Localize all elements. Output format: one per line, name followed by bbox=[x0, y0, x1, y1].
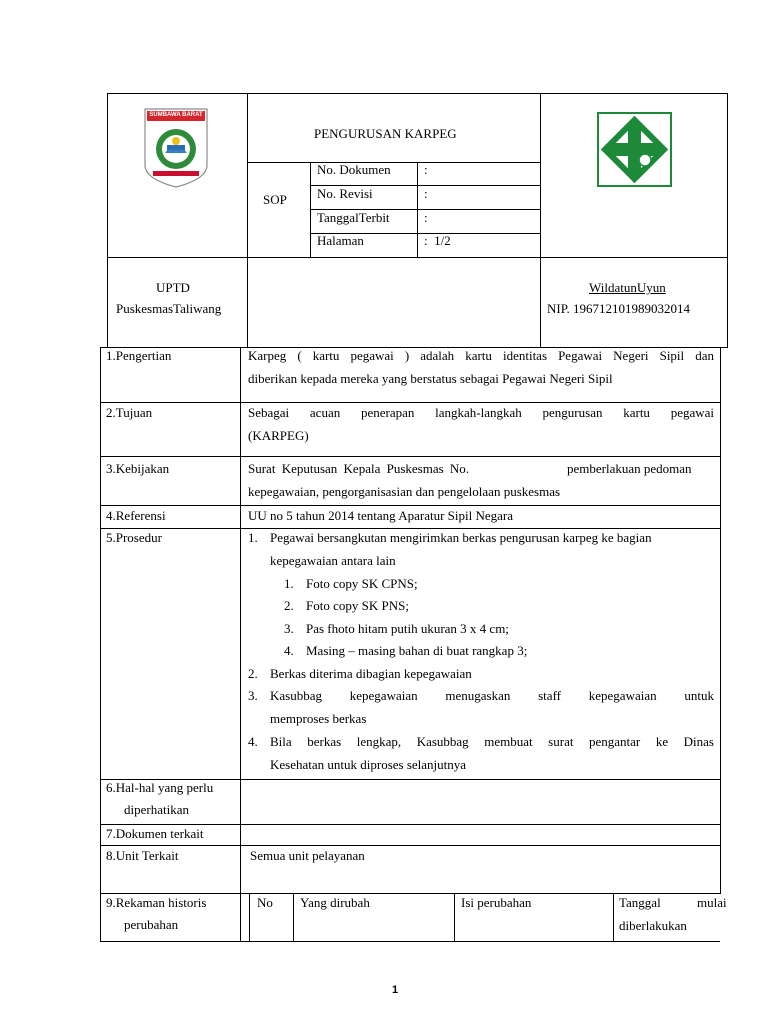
unit-line1: UPTD bbox=[156, 280, 190, 295]
signer-nip: NIP. 196712101989032014 bbox=[547, 301, 691, 316]
text-line: diberikan kepada mereka yang berstatus sebagai Pegawai Negeri Sipil bbox=[248, 371, 613, 386]
sub-step-number: 2. bbox=[284, 598, 294, 613]
section-label: 7.Dokumen terkait bbox=[106, 826, 204, 841]
puskesmas-logo bbox=[597, 112, 672, 187]
kebijakan-text-b: pemberlakuan pedoman bbox=[567, 461, 692, 476]
step-text: Berkas diterima dibagian kepegawaian bbox=[270, 666, 472, 681]
section-label: 9.Rekaman historis bbox=[106, 895, 207, 910]
step-text: Pegawai bersangkutan mengirimkan berkas pengurusan karpeg ke bagian bbox=[270, 530, 652, 545]
logo-caption: SUMBAWA BARAT bbox=[149, 112, 203, 118]
section-label: 8.Unit Terkait bbox=[106, 848, 179, 863]
kebijakan-text-c: kepegawaian, pengorganisasian dan pengelolaan puskesmas bbox=[248, 484, 561, 499]
history-col-header: Isi perubahan bbox=[461, 895, 532, 910]
history-col-header: diberlakukan bbox=[619, 918, 687, 933]
unit-line2: PuskesmasTaliwang bbox=[116, 301, 222, 316]
doc-row-value: : bbox=[424, 162, 428, 177]
doc-row-value: : bbox=[424, 210, 428, 225]
step4-text bbox=[270, 730, 714, 776]
history-col-header: No bbox=[257, 895, 273, 910]
tujuan-text bbox=[248, 401, 714, 447]
referensi-text: UU no 5 tahun 2014 tentang Aparatur Sipil Negara bbox=[248, 508, 513, 523]
text-line: Sebagai acuan penerapan langkah-langkah pengurusan kartu pegawai bbox=[248, 405, 714, 420]
step-number: 4. bbox=[248, 734, 258, 749]
doc-row-label: No. Dokumen bbox=[317, 162, 391, 177]
doc-row-label: No. Revisi bbox=[317, 186, 373, 201]
step-number: 3. bbox=[248, 688, 258, 703]
sumbawa-barat-logo bbox=[143, 107, 209, 189]
section-label: 5.Prosedur bbox=[106, 530, 162, 545]
pengertian-text bbox=[248, 344, 714, 390]
section-label: diperhatikan bbox=[124, 802, 189, 817]
page-number: 1 bbox=[391, 984, 399, 996]
sub-step-text: Pas fhoto hitam putih ukuran 3 x 4 cm; bbox=[306, 621, 509, 636]
sub-step-number: 1. bbox=[284, 576, 294, 591]
sub-step-text: Masing – masing bahan di buat rangkap 3; bbox=[306, 643, 528, 658]
text-line: Bila berkas lengkap, Kasubbag membuat surat pengantar ke Dinas bbox=[270, 734, 714, 749]
text-line: Kasubbag kepegawaian menugaskan staff kepegawaian untuk bbox=[270, 688, 714, 703]
section-label: perubahan bbox=[124, 917, 179, 932]
document-title: PENGURUSAN KARPEG bbox=[314, 126, 457, 141]
text-line: memproses berkas bbox=[270, 711, 367, 726]
text-line: (KARPEG) bbox=[248, 428, 309, 443]
signer-name: WildatunUyun bbox=[589, 280, 666, 295]
section-label: 4.Referensi bbox=[106, 508, 166, 523]
sop-label: SOP bbox=[263, 192, 287, 207]
unit-terkait-text: Semua unit pelayanan bbox=[250, 848, 365, 863]
sub-step-number: 3. bbox=[284, 621, 294, 636]
section-label: 2.Tujuan bbox=[106, 405, 153, 420]
text-line: Kesehatan untuk diproses selanjutnya bbox=[270, 757, 467, 772]
history-col-header: mulai bbox=[697, 895, 727, 910]
text-line: Karpeg ( kartu pegawai ) adalah kartu identitas Pegawai Negeri Sipil dan bbox=[248, 348, 714, 363]
sub-step-text: Foto copy SK CPNS; bbox=[306, 576, 418, 591]
doc-row-value: : bbox=[424, 186, 428, 201]
history-col-header: Tanggal bbox=[619, 895, 661, 910]
sub-step-number: 4. bbox=[284, 643, 294, 658]
section-label: 3.Kebijakan bbox=[106, 461, 170, 476]
step-number: 1. bbox=[248, 530, 258, 545]
doc-row-label: Halaman bbox=[317, 233, 364, 248]
section-label: 1.Pengertian bbox=[106, 348, 172, 363]
step-text: kepegawaian antara lain bbox=[270, 553, 396, 568]
step3-text bbox=[270, 684, 714, 730]
doc-row-label: TanggalTerbit bbox=[317, 210, 390, 225]
history-col-header: Yang dirubah bbox=[300, 895, 370, 910]
doc-row-value: : 1/2 bbox=[424, 233, 451, 248]
kebijakan-text-a: Surat Keputusan Kepala Puskesmas No. bbox=[248, 461, 470, 476]
section-label: 6.Hal-hal yang perlu bbox=[106, 780, 214, 795]
step-number: 2. bbox=[248, 666, 258, 681]
sub-step-text: Foto copy SK PNS; bbox=[306, 598, 409, 613]
